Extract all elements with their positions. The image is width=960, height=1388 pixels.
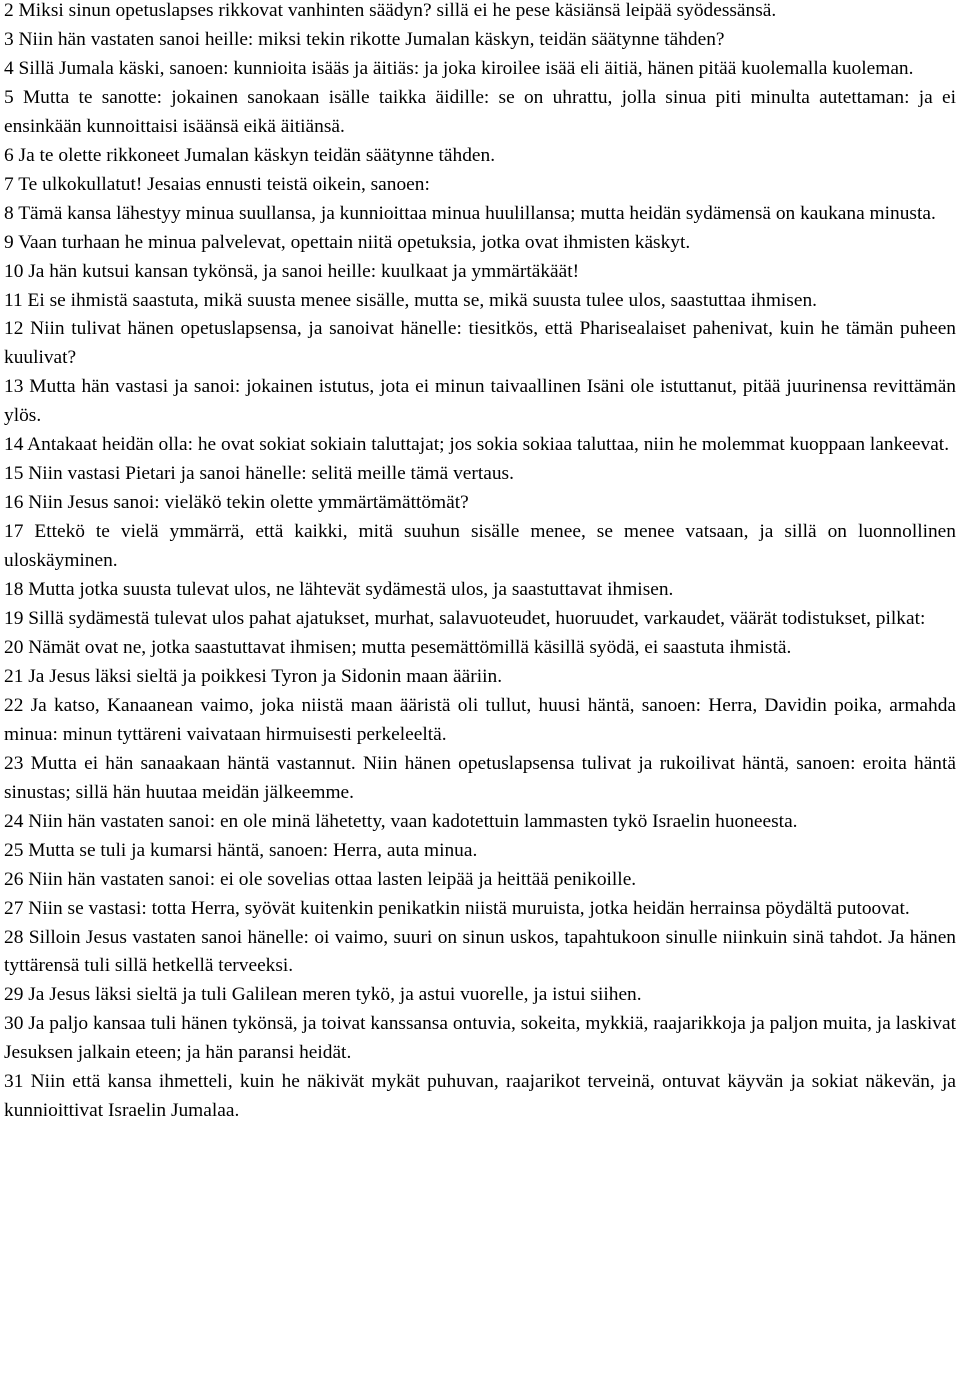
verse-7: 7 Te ulkokullatut! Jesaias ennusti teistä oikein, sanoen: [4,173,430,195]
verse-11: 11 Ei se ihmistä saastuta, mikä suusta menee sisälle, mutta se, mikä suusta tulee ulos, saastuttaa ihmisen. [4,289,817,311]
verse-19: 19 Sillä sydämestä tulevat ulos pahat ajatukset, murhat, salavuoteudet, huoruudet, varkaudet, väärät todistukset, pilkat: [4,608,926,630]
verse-10: 10 Ja hän kutsui kansan tykönsä, ja sanoi heille: kuulkaat ja ymmärtäkäät! [4,260,580,282]
verse-22: 22 Ja katso, Kanaanean vaimo, joka niistä maan ääristä oli tullut, huusi häntä, sanoen: Herra, Davidin poika, armahda minua: minun tyttäreni vaivataan hirmuisesti perkeleeltä. [4,694,956,745]
verse-20: 20 Nämät ovat ne, jotka saastuttavat ihmisen; mutta pesemättömillä käsillä syödä, ei saastuta ihmistä. [4,636,792,658]
verse-6: 6 Ja te olette rikkoneet Jumalan käskyn teidän säätynne tähden. [4,144,496,166]
verse-5: 5 Mutta te sanotte: jokainen sanokaan isälle taikka äidille: se on uhrattu, jolla sinua piti minulta autettaman: ja ei ensinkään kunnoittaisi isäänsä eikä äitiänsä. [4,86,956,137]
verse-13: 13 Mutta hän vastasi ja sanoi: jokainen istutus, jota ei minun taivaallinen Isäni ole istuttanut, pitää juurinensa revittämän ylös. [4,376,956,427]
verse-15: 15 Niin vastasi Pietari ja sanoi hänelle: selitä meille tämä vertaus. [4,463,514,485]
verse-3: 3 Niin hän vastaten sanoi heille: miksi tekin rikotte Jumalan käskyn, teidän säätynne tähden? [4,28,725,50]
verse-27: 27 Niin se vastasi: totta Herra, syövät kuitenkin penikatkin niistä muruista, jotka heidän herrainsa pöydältä putoovat. [4,897,910,919]
verse-30: 30 Ja paljo kansaa tuli hänen tykönsä, ja toivat kanssansa ontuvia, sokeita, mykkiä, raajarikkoja ja paljon muita, ja laskivat Jesuksen jalkain eteen; ja hän paransi heidät. [4,1013,956,1064]
verse-2: 2 Miksi sinun opetuslapses rikkovat vanhinten säädyn? sillä ei he pese käsiänsä leipää syödessänsä. [4,0,777,21]
verse-17: 17 Ettekö te vielä ymmärrä, että kaikki, mitä suuhun sisälle menee, se menee vatsaan, ja sillä on luonnollinen uloskäyminen. [4,521,956,572]
verse-4: 4 Sillä Jumala käski, sanoen: kunnioita isääs ja äitiäs: ja joka kiroilee isää eli äitiä, hänen pitää kuolemalla kuoleman. [4,57,914,79]
verse-29: 29 Ja Jesus läksi sieltä ja tuli Galilean meren tykö, ja astui vuorelle, ja istui siihen. [4,984,642,1006]
verse-31: 31 Niin että kansa ihmetteli, kuin he näkivät mykät puhuvan, raajarikot terveinä, ontuvat käyvän ja sokiat näkevän, ja kunnioittivat Israelin Jumalaa. [4,1071,956,1122]
verse-21: 21 Ja Jesus läksi sieltä ja poikkesi Tyron ja Sidonin maan ääriin. [4,665,503,687]
verse-26: 26 Niin hän vastaten sanoi: ei ole sovelias ottaa lasten leipää ja heittää penikoille. [4,868,637,890]
verse-28: 28 Silloin Jesus vastaten sanoi hänelle: oi vaimo, suuri on sinun uskos, tapahtukoon sinulle niinkuin sinä tahdot. Ja hänen tyttärensä tuli sillä hetkellä terveeksi. [4,926,956,977]
verse-8: 8 Tämä kansa lähestyy minua suullansa, ja kunnioittaa minua huulillansa; mutta heidän sydämensä on kaukana minusta. [4,202,936,224]
verse-24: 24 Niin hän vastaten sanoi: en ole minä lähetetty, vaan kadotettuin lammasten tykö Israelin huoneesta. [4,810,798,832]
verse-9: 9 Vaan turhaan he minua palvelevat, opettain niitä opetuksia, jotka ovat ihmisten käskyt. [4,231,691,253]
verse-16: 16 Niin Jesus sanoi: vieläkö tekin olette ymmärtämättömät? [4,492,469,514]
verse-12: 12 Niin tulivat hänen opetuslapsensa, ja sanoivat hänelle: tiesitkös, että Pharisealaiset pahenivat, kuin he tämän puheen kuulivat? [4,318,956,369]
verse-23: 23 Mutta ei hän sanaakaan häntä vastannut. Niin hänen opetuslapsensa tulivat ja rukoilivat häntä, sanoen: eroita häntä sinustas; sillä hän huutaa meidän jälkeemme. [4,752,956,803]
verse-14: 14 Antakaat heidän olla: he ovat sokiat sokiain taluttajat; jos sokia sokiaa taluttaa, niin he molemmat kuoppaan lankeevat. [4,434,950,456]
verse-18: 18 Mutta jotka suusta tulevat ulos, ne lähtevät sydämestä ulos, ja saastuttavat ihmisen. [4,579,674,601]
verse-25: 25 Mutta se tuli ja kumarsi häntä, sanoen: Herra, auta minua. [4,839,478,861]
